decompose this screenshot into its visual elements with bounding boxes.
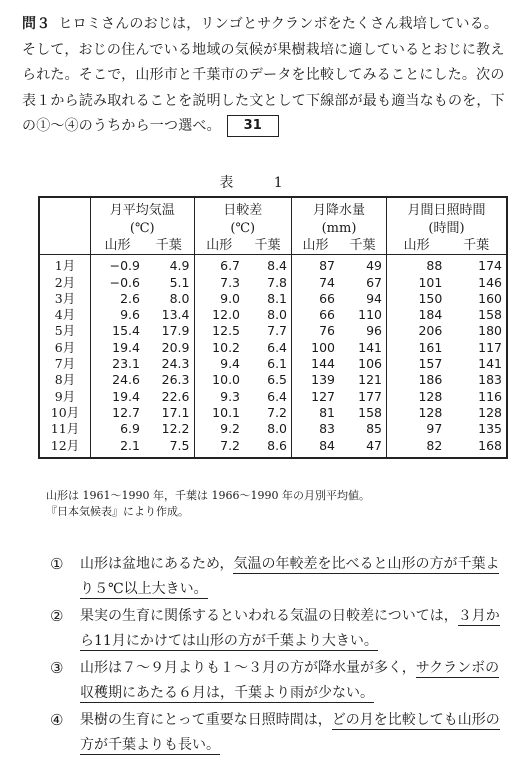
value-cell: 127 (292, 389, 340, 405)
value-cell: 180 (478, 323, 502, 339)
value-cell: 87 (292, 255, 340, 275)
value-cell: 161 (387, 340, 447, 356)
value-cell: 12.5 (194, 323, 244, 339)
table-row (39, 372, 507, 388)
value-cell: 6.9 (91, 421, 144, 437)
value-cell: 17.1 (161, 404, 190, 420)
value-cell: 15.4 (91, 323, 144, 339)
value-cell: 168 (478, 437, 502, 453)
value-cell: 24.6 (91, 372, 144, 388)
month-cell: 7月 (54, 356, 76, 372)
answer-number-box[interactable]: 31 (227, 115, 279, 137)
choice-item[interactable] (50, 656, 510, 706)
question-text-block (22, 12, 512, 140)
value-cell: 20.9 (161, 339, 190, 355)
value-cell: 10.1 (194, 405, 244, 421)
value-cell: 7.3 (194, 275, 244, 291)
value-cell: 8.1 (267, 290, 288, 306)
value-cell: 150 (387, 291, 447, 307)
table-row (39, 389, 507, 405)
value-cell: 94 (366, 290, 383, 306)
subheader-chiba: 千葉 (244, 238, 292, 255)
choice-number: ③ (50, 659, 64, 677)
value-cell: 66 (292, 291, 340, 307)
table-title: 表 1 (219, 175, 301, 191)
table-row (39, 405, 507, 421)
value-cell: 100 (292, 340, 340, 356)
value-cell: 157 (387, 356, 447, 372)
value-cell: 6.7 (194, 255, 244, 275)
value-cell: 183 (478, 372, 502, 388)
value-cell: 6.5 (267, 372, 288, 388)
value-cell: 88 (387, 255, 447, 275)
question-body: ヒロミさんのおじは，リンゴとサクランボをたくさん栽培している。そして，おじの住んでいる地域の気候が果樹栽培に適しているとおじに教えられた。そこで，山形市と千葉市のデータを比較してみることにした。次の表１から読み取れることを説明した文として下線部が最も適当なものを，下の①～④のうちから一つ選べ。 (22, 16, 505, 134)
value-cell: 8.4 (267, 258, 288, 274)
subheader-chiba: 千葉 (446, 238, 507, 255)
value-cell: 186 (387, 372, 447, 388)
month-cell: 8月 (54, 372, 76, 388)
value-cell: 7.2 (267, 404, 288, 420)
month-cell: 11月 (50, 421, 80, 437)
value-cell: 8.0 (267, 421, 288, 437)
table-row (39, 438, 507, 458)
header-daily-range: 日較差 (℃) (194, 197, 292, 238)
value-cell: 117 (478, 339, 502, 355)
value-cell: 6.1 (267, 356, 288, 372)
subheader-yamagata: 山形 (194, 238, 244, 255)
value-cell: 85 (366, 421, 383, 437)
value-cell: 128 (387, 405, 447, 421)
value-cell: 9.2 (194, 421, 244, 437)
value-cell: 66 (292, 307, 340, 323)
value-cell: 121 (358, 372, 383, 388)
value-cell: 9.0 (194, 291, 244, 307)
choice-underlined-text: サクランボの収穫期にあたる６月は，千葉より雨が少ない。 (80, 660, 500, 701)
choice-underlined-text: 気温の年較差を比べると山形の方が千葉より５℃以上大きい。 (80, 556, 500, 597)
header-temperature: 月平均気温 (℃) (91, 197, 195, 238)
choice-number: ④ (50, 711, 64, 729)
value-cell: 8.6 (267, 437, 288, 453)
value-cell: 8.0 (169, 290, 190, 306)
value-cell: 110 (358, 307, 383, 323)
table-row (39, 323, 507, 339)
value-cell: 26.3 (161, 372, 190, 388)
table-row (39, 356, 507, 372)
month-cell: 10月 (50, 404, 80, 420)
month-header-cell (39, 197, 91, 238)
value-cell: 116 (478, 388, 502, 404)
month-cell: 12月 (50, 437, 80, 453)
value-cell: 146 (478, 274, 502, 290)
value-cell: 19.4 (91, 389, 144, 405)
choice-text: 果樹の生育にとって重要な日照時間は， (80, 712, 332, 728)
choice-underlined-text: ３月から11月にかけては山形の方が千葉より大きい。 (80, 608, 500, 649)
value-cell: 6.4 (267, 339, 288, 355)
choice-text: 山形は７～９月よりも１～３月の方が降水量が多く， (80, 660, 416, 676)
value-cell: 7.5 (169, 437, 190, 453)
value-cell: 184 (387, 307, 447, 323)
table-row (39, 291, 507, 307)
subheader-yamagata: 山形 (387, 238, 447, 255)
header-sunshine: 月間日照時間 (時間) (387, 197, 507, 238)
value-cell: 141 (358, 339, 383, 355)
table-row (39, 421, 507, 437)
value-cell: 84 (292, 438, 340, 458)
choice-item[interactable] (50, 604, 510, 654)
value-cell: 10.0 (194, 372, 244, 388)
value-cell: 206 (387, 323, 447, 339)
month-cell: 3月 (54, 290, 76, 306)
subheader-chiba: 千葉 (144, 238, 194, 255)
value-cell: 160 (478, 290, 502, 306)
value-cell: 83 (292, 421, 340, 437)
choice-item[interactable] (50, 552, 510, 602)
value-cell: 12.0 (194, 307, 244, 323)
value-cell: 144 (292, 356, 340, 372)
table-notes (46, 488, 370, 520)
value-cell: 96 (366, 323, 383, 339)
value-cell: 12.7 (91, 405, 144, 421)
value-cell: 8.0 (267, 307, 288, 323)
value-cell: 6.4 (267, 388, 288, 404)
value-cell: 7.7 (267, 323, 288, 339)
value-cell: 158 (358, 404, 383, 420)
value-cell: 9.6 (91, 307, 144, 323)
value-cell: 13.4 (161, 307, 190, 323)
answer-choices (50, 552, 510, 760)
value-cell: 141 (478, 356, 502, 372)
subheader-yamagata: 山形 (91, 238, 144, 255)
question-number: 問３ (22, 16, 51, 32)
subheader-chiba: 千葉 (339, 238, 387, 255)
value-cell: 10.2 (194, 340, 244, 356)
table-row (39, 255, 507, 275)
value-cell: 2.1 (91, 438, 144, 458)
value-cell: 97 (387, 421, 447, 437)
month-cell: 9月 (54, 388, 76, 404)
value-cell: 19.4 (91, 340, 144, 356)
value-cell: 158 (478, 307, 502, 323)
subheader-yamagata: 山形 (292, 238, 340, 255)
table-row (39, 307, 507, 323)
choice-item[interactable] (50, 708, 510, 758)
value-cell: 74 (292, 275, 340, 291)
value-cell: 24.3 (161, 356, 190, 372)
value-cell: 17.9 (161, 323, 190, 339)
table-row (39, 340, 507, 356)
header-precipitation: 月降水量 (mm) (292, 197, 387, 238)
month-cell: 4月 (54, 307, 76, 323)
value-cell: 23.1 (91, 356, 144, 372)
value-cell: 106 (358, 356, 383, 372)
value-cell: 81 (292, 405, 340, 421)
value-cell: 22.6 (161, 388, 190, 404)
value-cell: −0.9 (91, 255, 144, 275)
value-cell: 101 (387, 275, 447, 291)
month-subheader-cell (39, 238, 91, 255)
choice-number: ① (50, 555, 64, 573)
value-cell: 135 (478, 421, 502, 437)
value-cell: 12.2 (161, 421, 190, 437)
value-cell: 47 (366, 437, 383, 453)
value-cell: 82 (387, 438, 447, 458)
value-cell: 177 (358, 388, 383, 404)
climate-table-container (38, 196, 508, 459)
value-cell: 9.3 (194, 389, 244, 405)
note-period: 山形は 1961～1990 年，千葉は 1966～1990 年の月別平均値。 (46, 489, 370, 502)
table-row (39, 275, 507, 291)
choice-number: ② (50, 607, 64, 625)
table-body (39, 255, 507, 458)
value-cell: 5.1 (169, 274, 190, 290)
month-cell: 5月 (54, 323, 76, 339)
value-cell: 7.8 (267, 274, 288, 290)
value-cell: 2.6 (91, 291, 144, 307)
value-cell: 76 (292, 323, 340, 339)
choice-underlined-text: どの月を比較しても山形の方が千葉よりも長い。 (80, 712, 500, 753)
value-cell: 4.9 (169, 258, 190, 274)
climate-data-table (38, 196, 508, 459)
value-cell: 9.4 (194, 356, 244, 372)
value-cell: 128 (478, 404, 502, 420)
choice-text: 果実の生育に関係するといわれる気温の日較差については， (80, 608, 458, 624)
value-cell: 139 (292, 372, 340, 388)
month-cell: 1月 (54, 258, 76, 274)
choice-text: 山形は盆地にあるため， (80, 556, 234, 572)
month-cell: 6月 (54, 339, 76, 355)
month-cell: 2月 (54, 274, 76, 290)
value-cell: 67 (366, 274, 383, 290)
value-cell: −0.6 (91, 275, 144, 291)
note-source: 『日本気候表』により作成。 (46, 505, 189, 518)
value-cell: 128 (387, 389, 447, 405)
value-cell: 174 (478, 258, 502, 274)
value-cell: 7.2 (194, 438, 244, 458)
value-cell: 49 (366, 258, 383, 274)
